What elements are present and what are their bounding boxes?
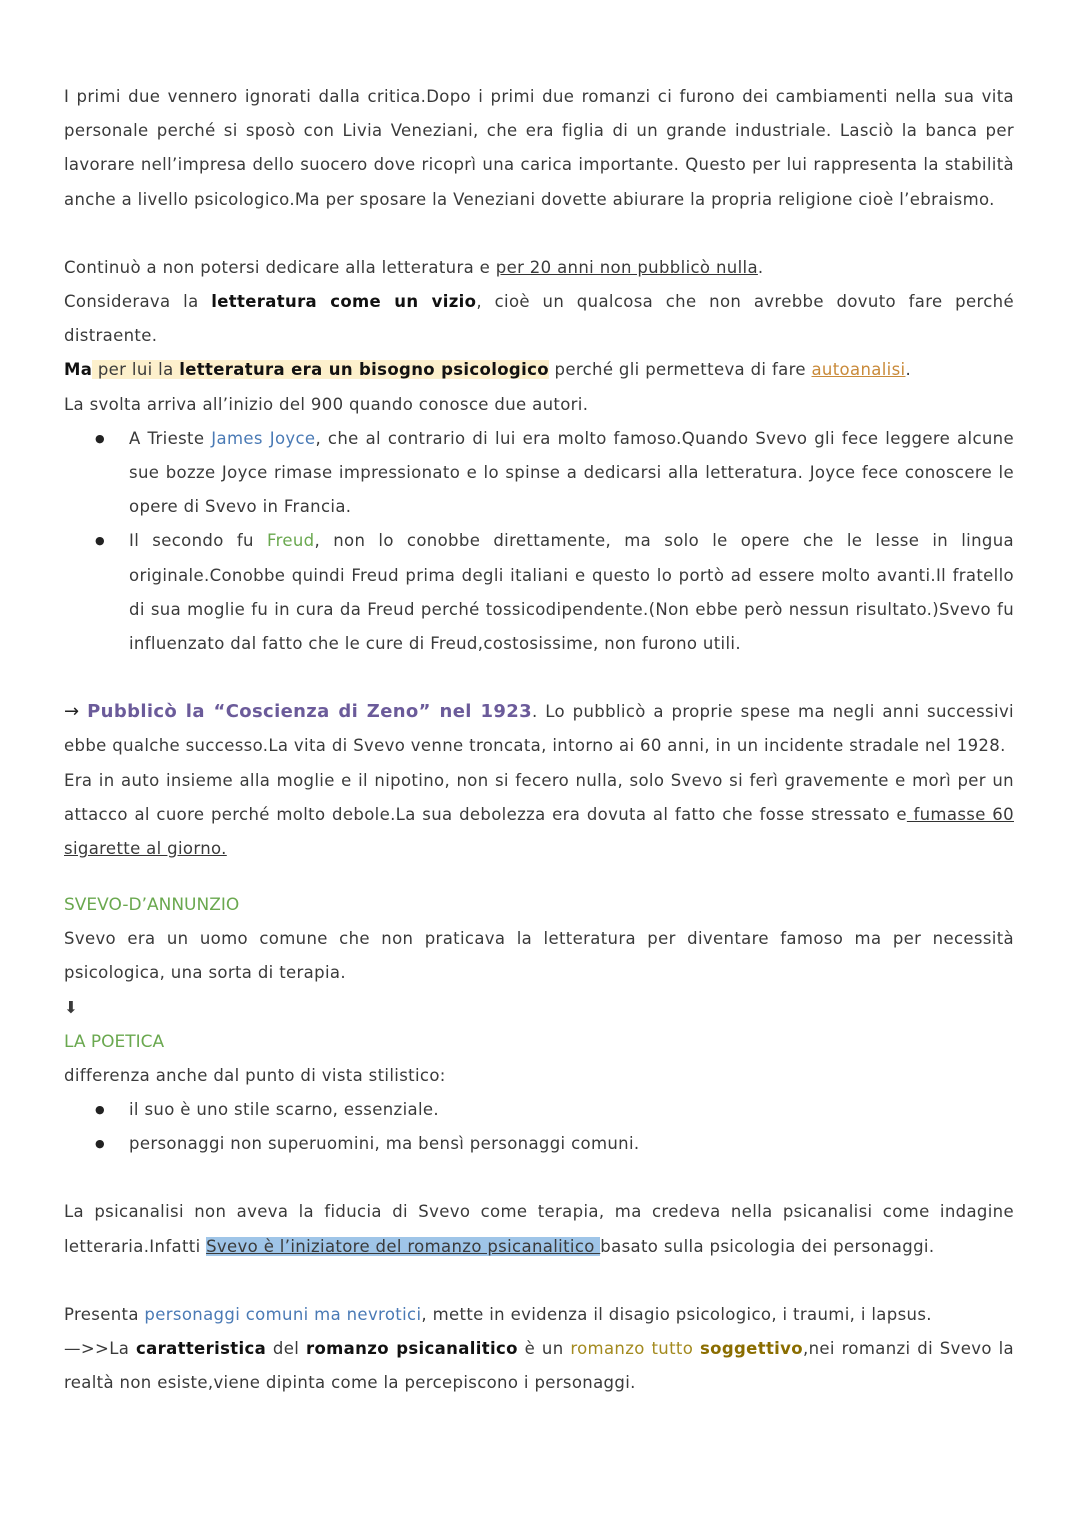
paragraph-marriage [64, 80, 1014, 217]
text: , mette in evidenza il disagio psicologico, i traumi, i lapsus. [421, 1304, 932, 1324]
spacer [64, 1264, 1014, 1298]
text: Presenta [64, 1304, 145, 1324]
bold-text: caratteristica [136, 1339, 267, 1359]
list-item-characters: ● personaggi non superuomini, ma bensì personaggi comuni. [129, 1127, 1014, 1161]
purple-bold-text: Pubblicò la “Coscienza di Zeno” nel 1923 [87, 701, 532, 723]
text: —>>La [64, 1339, 136, 1359]
highlighted-bold-text: letteratura era un bisogno psicologico [179, 360, 549, 380]
text: , cioè un qualcosa che non avrebbe dovuto fare perché distraente. [64, 292, 1014, 346]
highlighted-text: per lui la [92, 360, 180, 380]
olive-bold-text: soggettivo [699, 1339, 803, 1359]
paragraph-turning-point [64, 388, 1014, 422]
spacer [64, 866, 1014, 888]
text: basato sulla psicologia dei personaggi. [600, 1236, 935, 1256]
text: Continuò a non potersi dedicare alla letteratura e [64, 257, 496, 277]
text: è un [517, 1339, 571, 1359]
list-item-freud [129, 524, 1014, 661]
olive-text: romanzo tutto [570, 1339, 700, 1359]
text: perché gli permetteva di fare [548, 360, 812, 380]
spacer [64, 217, 1014, 251]
list-item-style: ● il suo è uno stile scarno, essenziale. [129, 1093, 1014, 1127]
text: Il secondo fu [129, 531, 267, 551]
text: . Lo pubblicò a proprie spese ma negli anni successivi ebbe qualche successo.La vita di Svevo venne troncata, intorno ai 60 anni, in un incidente stradale nel 1928. [64, 702, 1014, 756]
text: La psicanalisi non aveva la fiducia di Svevo come terapia, ma credeva nella psicanalisi come indagine letteraria.Infatti [64, 1202, 1014, 1256]
text: Era in auto insieme alla moglie e il nipotino, non si fecero nulla, solo Svevo si ferì gravemente e morì per un attacco al cuore perché molto debole.La sua debolezza era dovuta al fatto che fosse stressato e [64, 770, 1014, 824]
text: A Trieste [129, 428, 212, 448]
paragraph-neurotic-characters [64, 1298, 1014, 1332]
text: Considerava la [64, 292, 212, 312]
section-heading-poetica: LA POETICA [64, 1031, 165, 1052]
paragraph-psychoanalysis [64, 1195, 1014, 1263]
underlined-text: fumasse 60 sigarette al giorno. [64, 804, 1014, 859]
underlined-text: per 20 anni non pubblicò nulla [495, 257, 758, 277]
right-arrow-icon: → [64, 701, 80, 723]
spacer [64, 661, 1014, 695]
text: differenza anche dal punto di vista stilistico: [64, 1065, 446, 1085]
text: . [757, 257, 764, 277]
paragraph-psychological-need [64, 353, 1014, 387]
text: . [905, 360, 912, 380]
bold-text: Ma [64, 360, 93, 380]
bold-text: letteratura come un vizio [211, 292, 477, 312]
paragraph-no-publish [64, 251, 1014, 285]
paragraph-vice [64, 285, 1014, 353]
paragraph-subjective-novel [64, 1332, 1014, 1400]
text: La svolta arriva all’inizio del 900 quando conosce due autori. [64, 394, 589, 414]
text: Svevo era un uomo comune che non praticava la letteratura per diventare famoso ma per necessità psicologica, una sorta di terapia. [64, 929, 1014, 983]
paragraph-text: I primi due vennero ignorati dalla critica.Dopo i primi due romanzi ci furono dei cambiamenti nella sua vita personale perché si sposò con Livia Veneziani, che era figlia di un grande industriale. Lasciò la banca per lavorare nell’impresa dello suocero dove ricoprì una carica importante. Questo per lui rappresenta la stabilità anche a livello psicologico.Ma per sposare la Veneziani dovette abiurare la propria religione cioè l’ebraismo. [64, 87, 1014, 209]
paragraph-zeno [64, 695, 1014, 763]
underlined-orange-text: autoanalisi [811, 360, 906, 380]
down-arrow-icon: ⬇ [64, 997, 79, 1017]
blue-text: personaggi comuni ma nevrotici [144, 1304, 422, 1324]
down-arrow-row [64, 991, 1014, 1025]
document-page [64, 80, 1014, 1401]
paragraph-death [64, 764, 1014, 867]
text: del [266, 1339, 306, 1359]
text: , che al contrario di lui era molto famoso.Quando Svevo gli fece leggere alcune sue bozze Joyce rimase impressionato e lo spinse a dedicarsi alla letteratura. Joyce fece conoscere le opere di Svevo in Francia. [129, 428, 1014, 517]
section-heading-svevo-dannunzio: SVEVO-D’ANNUNZIO [64, 895, 240, 916]
bullet-list-style [64, 1093, 1014, 1161]
paragraph-common-man [64, 922, 1014, 990]
paragraph-stylistic [64, 1059, 1014, 1093]
text: , non lo conobbe direttamente, ma solo le opere che le lesse in lingua originale.Conobbe quindi Freud prima degli italiani e questo lo portò ad essere molto avanti.Il fratello di sua moglie fu in cura da Freud perché tossicodipendente.(Non ebbe però nessun risultato.)Svevo fu influenzato dal fatto che le cure di Freud,costosissime, non furono utili. [129, 531, 1015, 654]
bold-text: romanzo psicanalitico [305, 1339, 518, 1359]
green-text: Freud [266, 531, 315, 551]
list-item-joyce [129, 422, 1014, 525]
bullet-list-authors [64, 422, 1014, 661]
blue-text: James Joyce [211, 428, 316, 448]
text: ,nei romanzi di Svevo la realtà non esiste,viene dipinta come la percepiscono i personaggi. [64, 1339, 1014, 1393]
highlighted-blue-text: Svevo è l’iniziatore del romanzo psicanalitico [206, 1236, 601, 1256]
spacer [64, 1161, 1014, 1195]
